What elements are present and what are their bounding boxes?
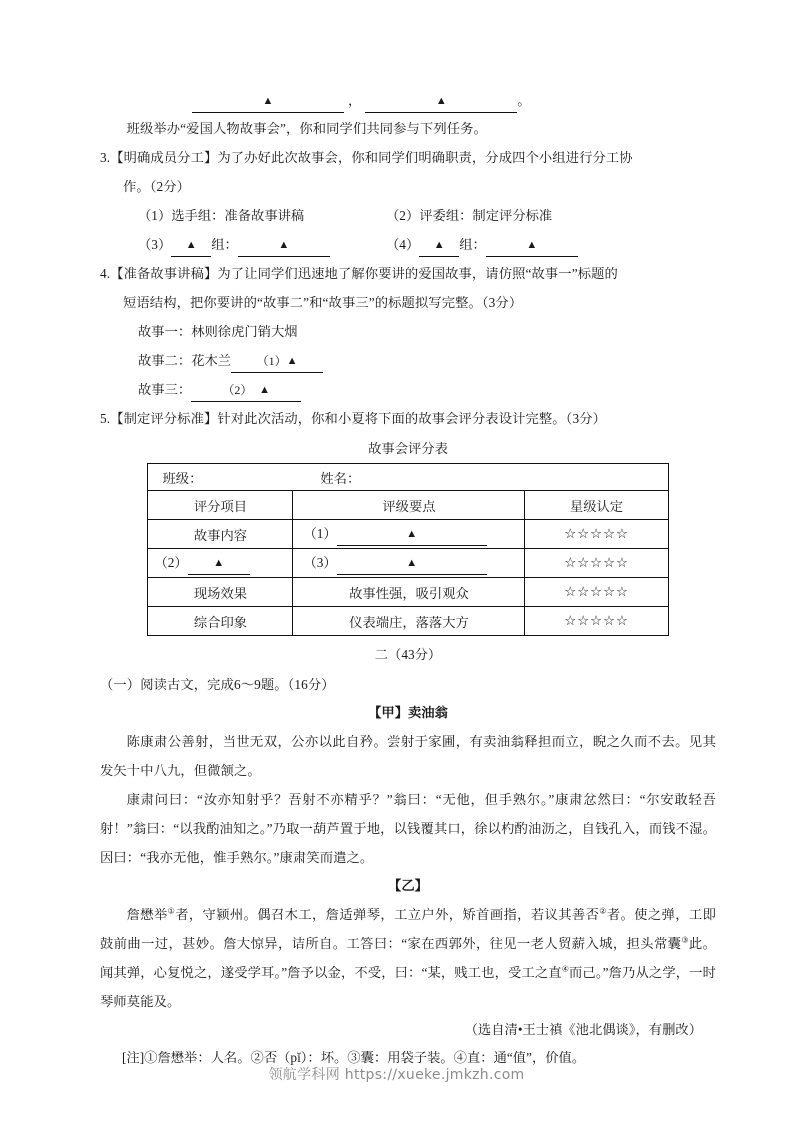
table-row-columns xyxy=(148,491,668,520)
class-label: 班级： xyxy=(162,470,203,486)
q3-item-2-label: （2） xyxy=(386,208,420,223)
column-header-points: 评级要点 xyxy=(293,491,525,520)
row-4-stars: ☆☆☆☆☆ xyxy=(525,607,668,636)
yi-footnote: [注]①詹懋举：人名。②否（pǐ）：坏。③囊：用袋子装。④直：通“值”，价值。 xyxy=(122,1050,586,1065)
row-2-item-blank[interactable] xyxy=(188,552,250,575)
story-3-blank-num: （2） xyxy=(222,383,253,397)
table-row-header-info xyxy=(148,464,668,491)
yi-text-b: 者，守颍州。偶召木工，詹适弹琴，工立户外，矫首画指，若议其善否 xyxy=(175,907,600,922)
question-5 xyxy=(100,404,716,433)
q3-item-4-answer-blank[interactable] xyxy=(486,234,578,257)
jia-heading: 【甲】卖油翁 xyxy=(368,705,448,720)
row-2-point xyxy=(293,549,525,578)
row-2-point-blank[interactable] xyxy=(337,552,487,575)
row-1-point xyxy=(293,520,525,549)
row-4-item: 综合印象 xyxy=(148,607,293,636)
q3-item-2-text: 评委组：制定评分标准 xyxy=(419,208,553,223)
story-line-1 xyxy=(100,317,716,346)
triangle-icon: ▲ xyxy=(278,239,290,251)
q3-item-3-label: （3） xyxy=(138,237,172,252)
table-row xyxy=(148,607,668,636)
story-1-value: 林则徐虎门销大烟 xyxy=(191,324,298,339)
question-3-title: 【明确成员分工】 xyxy=(110,150,218,165)
story-3-answer-blank[interactable] xyxy=(191,379,301,402)
triangle-icon: ▲ xyxy=(406,556,418,569)
section-2-subheading: （一）阅读古文，完成6～9题。（16分） xyxy=(100,677,335,692)
question-5-title: 【制定评分标准】 xyxy=(110,411,218,426)
column-header-stars: 星级认定 xyxy=(525,491,668,520)
yi-attribution: （选自清•王士禛《池北偶谈》，有删改） xyxy=(464,1022,702,1037)
name-label: 姓名： xyxy=(320,470,361,486)
row-3-stars: ☆☆☆☆☆ xyxy=(525,578,668,607)
column-header-item: 评分项目 xyxy=(148,491,293,520)
q3-item-4-group-blank[interactable] xyxy=(419,234,459,257)
yi-text-a: 詹懋举 xyxy=(126,907,168,922)
table-row xyxy=(148,549,668,578)
footnote-marker-2: ② xyxy=(599,906,607,916)
table-row xyxy=(148,520,668,549)
jia-paragraph-1: 陈康肃公善射，当世无双，公亦以此自矜。尝射于家圃，有卖油翁释担而立，睨之久而不去。见其发矢十中八九，但微颔之。 xyxy=(100,734,716,778)
blank-terminator: 。 xyxy=(517,93,531,108)
row-1-item: 故事内容 xyxy=(148,520,293,549)
score-table xyxy=(147,463,668,636)
row-1-point-num: （1） xyxy=(303,525,337,541)
question-4-number: 4. xyxy=(100,266,111,281)
story-1-label: 故事一： xyxy=(138,324,192,339)
q3-item-3-answer-blank[interactable] xyxy=(238,234,330,257)
yi-paragraph-1 xyxy=(100,900,716,1016)
q3-item-2 xyxy=(386,201,646,230)
question-3-text-cont: 作。（2分） xyxy=(123,179,191,194)
triangle-icon: ▲ xyxy=(286,355,298,367)
row-4-point: 仪表端庄，落落大方 xyxy=(293,607,525,636)
triangle-icon: ▲ xyxy=(433,239,445,251)
row-3-point: 故事性强，吸引观众 xyxy=(293,578,525,607)
question-3-items-row-2 xyxy=(100,230,716,259)
blank-separator: ， xyxy=(348,93,362,108)
triangle-icon: ▲ xyxy=(213,556,225,569)
row-2-item xyxy=(148,549,293,578)
q3-item-1-text: 选手组：准备故事讲稿 xyxy=(171,208,305,223)
story-2-value: 花木兰 xyxy=(191,353,232,368)
top-blanks-row xyxy=(100,88,716,114)
q3-item-1 xyxy=(138,201,386,230)
row-1-point-blank[interactable] xyxy=(337,523,487,546)
triangle-icon: ▲ xyxy=(185,239,197,251)
question-3-text: 为了办好此次故事会，你和同学们明确职责，分成四个小组进行分工协 xyxy=(217,150,633,165)
table-row xyxy=(148,578,668,607)
intro-paragraph: 班级举办“爱国人物故事会”，你和同学们共同参与下列任务。 xyxy=(126,121,487,136)
question-3-number: 3. xyxy=(100,150,111,165)
q3-item-4-label: （4） xyxy=(386,237,420,252)
question-3-items-row-1 xyxy=(100,201,716,230)
question-3 xyxy=(100,143,716,172)
row-3-item: 现场效果 xyxy=(148,578,293,607)
q3-item-3-group-blank[interactable] xyxy=(171,234,211,257)
question-4-text-cont: 短语结构，把你要讲的“故事二”和“故事三”的标题拟写完整。（3分） xyxy=(123,295,523,310)
answer-blank-1[interactable] xyxy=(192,90,344,113)
score-table-title: 故事会评分表 xyxy=(368,441,448,456)
story-2-label: 故事二： xyxy=(138,353,192,368)
q3-item-4-mid: 组： xyxy=(459,237,486,252)
row-2-stars: ☆☆☆☆☆ xyxy=(525,549,668,578)
page-content xyxy=(100,88,716,1072)
answer-blank-2[interactable] xyxy=(365,90,517,113)
story-2-blank-num: （1） xyxy=(256,354,287,368)
triangle-icon: ▲ xyxy=(259,384,270,396)
triangle-icon: ▲ xyxy=(262,95,274,107)
section-2-heading: 二（43分） xyxy=(374,647,442,662)
yi-text-c: 者。使之弹，工即鼓前曲一过，甚妙。詹大惊异，诘所自。工答曰：“家在西郭外，往见一老人贸薪入城，担头常囊 xyxy=(100,907,716,951)
q3-item-4 xyxy=(386,230,646,259)
story-line-3 xyxy=(100,375,716,404)
row-1-stars: ☆☆☆☆☆ xyxy=(525,520,668,549)
footer-url: https://xueke.jmkzh.com xyxy=(344,1067,525,1083)
footnote-marker-4: ④ xyxy=(561,964,569,974)
jia-paragraph-2: 康肃问曰：“汝亦知射乎？吾射不亦精乎？”翁曰：“无他，但手熟尔。”康肃忿然曰：“尔安敢轻吾射！”翁曰：“以我酌油知之。”乃取一葫芦置于地，以钱覆其口，徐以杓酌油沥之，自钱孔入，而钱不湿。因曰：“我亦无他，惟手熟尔。”康肃笑而遣之。 xyxy=(100,792,716,865)
footnote-marker-1: ① xyxy=(167,906,176,916)
footnote-marker-3: ③ xyxy=(681,935,689,945)
triangle-icon: ▲ xyxy=(435,95,447,107)
yi-text-d: 此。闻其弹，心复悦之，遂受学耳。”詹予以金，不受，曰：“某，贱工也，受工之直 xyxy=(100,936,717,980)
q3-item-3 xyxy=(138,230,386,259)
question-4-title: 【准备故事讲稿】 xyxy=(110,266,218,281)
row-2-point-num: （3） xyxy=(303,554,337,570)
row-2-item-num: （2） xyxy=(154,554,188,570)
story-line-2 xyxy=(100,346,716,375)
question-5-number: 5. xyxy=(100,411,111,426)
footer-watermark xyxy=(0,1064,793,1084)
question-4 xyxy=(100,259,716,288)
footer-site-name: 领航学科网 xyxy=(268,1067,340,1083)
yi-text-e: 而己。”詹乃从之学，一时琴师莫能及。 xyxy=(100,965,716,1009)
yi-heading: 【乙】 xyxy=(388,878,428,893)
story-2-answer-blank[interactable] xyxy=(231,350,323,373)
triangle-icon: ▲ xyxy=(406,527,418,540)
story-3-label: 故事三： xyxy=(138,382,192,397)
triangle-icon: ▲ xyxy=(526,239,538,251)
question-5-text: 针对此次活动，你和小夏将下面的故事会评分表设计完整。（3分） xyxy=(217,411,606,426)
question-4-text: 为了让同学们迅速地了解你要讲的爱国故事，请仿照“故事一”标题的 xyxy=(217,266,618,281)
q3-item-3-mid: 组： xyxy=(211,237,238,252)
class-name-cell xyxy=(148,464,668,491)
q3-item-1-label: （1） xyxy=(138,208,172,223)
